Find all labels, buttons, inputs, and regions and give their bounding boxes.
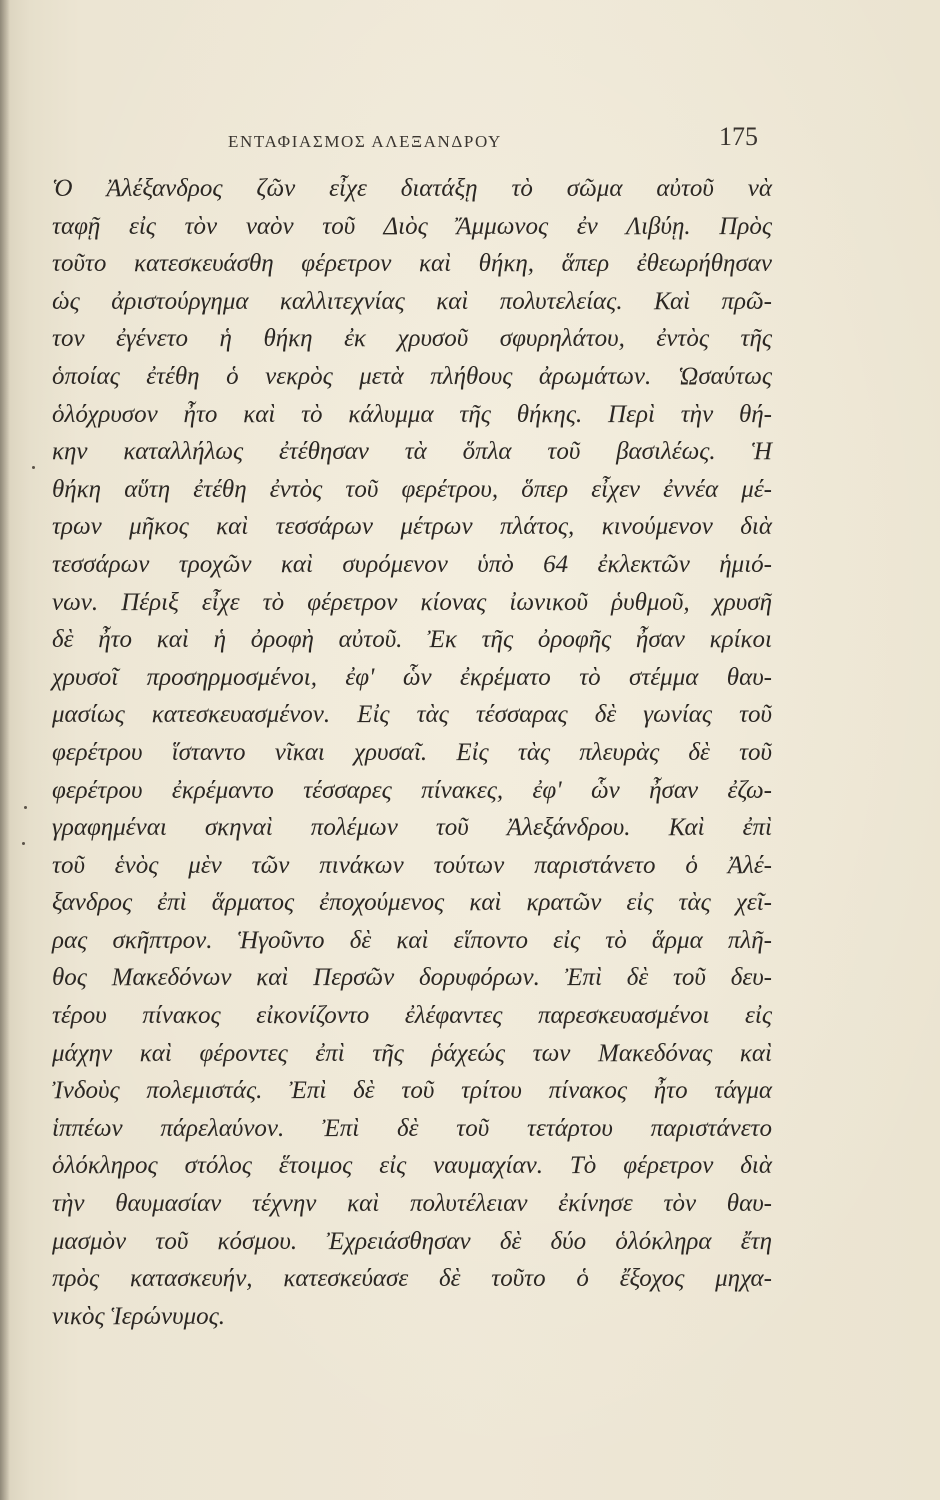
text-line: ὡς ἀριστούργημα καλλιτεχνίας καὶ πολυτελείας. Καὶ πρῶ- xyxy=(52,287,772,315)
text-line: ὁποίας ἐτέθη ὁ νεκρὸς μετὰ πλήθους ἀρωμάτων. Ὡσαύτως xyxy=(52,362,772,390)
text-line: χρυσοῖ προσηρμοσμένοι, ἐφ' ὧν ἐκρέματο τὸ στέμμα θαυ- xyxy=(52,663,772,691)
text-line: θος Μακεδόνων καὶ Περσῶν δορυφόρων. Ἐπὶ δὲ τοῦ δευ- xyxy=(52,964,772,992)
text-line: τοῦτο κατεσκευάσθη φέρετρον καὶ θήκη, ἅπερ ἐθεωρήθησαν xyxy=(52,250,772,278)
paper-speck xyxy=(32,466,35,469)
text-line: πρὸς κατασκευήν, κατεσκεύασε δὲ τοῦτο ὁ ἔξοχος μηχα- xyxy=(52,1265,772,1293)
text-line: μασίως κατεσκευασμένον. Εἰς τὰς τέσσαρας δὲ γωνίας τοῦ xyxy=(52,701,772,729)
paper-speck xyxy=(22,842,25,845)
page-gutter-shadow xyxy=(0,0,10,1500)
text-line: δὲ ἦτο καὶ ἡ ὀροφὴ αὐτοῦ. Ἐκ τῆς ὀροφῆς ἦσαν κρίκοι xyxy=(52,626,772,654)
text-line: τρων μῆκος καὶ τεσσάρων μέτρων πλάτος, κινούμενον διὰ xyxy=(52,513,772,541)
text-line: ὁλόκληρος στόλος ἕτοιμος εἰς ναυμαχίαν. Τὸ φέρετρον διὰ xyxy=(52,1152,772,1180)
text-line: ξανδρος ἐπὶ ἅρματος ἐποχούμενος καὶ κρατῶν εἰς τὰς χεῖ- xyxy=(52,889,772,917)
text-line: μασμὸν τοῦ κόσμου. Ἐχρειάσθησαν δὲ δύο ὁλόκληρα ἔτη xyxy=(52,1227,772,1255)
text-line: γραφημέναι σκηναὶ πολέμων τοῦ Ἀλεξάνδρου. Καὶ ἐπὶ xyxy=(52,814,772,842)
text-line: ρας σκῆπτρον. Ἡγοῦντο δὲ καὶ εἵποντο εἰς τὸ ἅρμα πλῆ- xyxy=(52,926,772,954)
running-head: ΕΝΤΑΦΙΑΣΜΟΣ ΑΛΕΞΑΝΔΡΟΥ xyxy=(228,132,502,151)
text-line: κην καταλλήλως ἐτέθησαν τὰ ὅπλα τοῦ βασιλέως. Ἡ xyxy=(52,438,772,466)
text-line: τὴν θαυμασίαν τέχνην καὶ πολυτέλειαν ἐκίνησε τὸν θαυ- xyxy=(52,1190,772,1218)
text-line: μάχην καὶ φέροντες ἐπὶ τῆς ῥάχεώς των Μακεδόνας καὶ xyxy=(52,1039,772,1067)
text-line: ταφῇ εἰς τὸν ναὸν τοῦ Διὸς Ἄμμωνος ἐν Λιβύῃ. Πρὸς xyxy=(52,212,772,240)
text-line: φερέτρου ἵσταντο νῖκαι χρυσαῖ. Εἰς τὰς πλευρὰς δὲ τοῦ xyxy=(52,738,772,766)
text-line: Ὁ Ἀλέξανδρος ζῶν εἶχε διατάξῃ τὸ σῶμα αὐτοῦ νὰ xyxy=(52,175,772,202)
paper-speck xyxy=(24,806,27,809)
text-line: νων. Πέριξ εἶχε τὸ φέρετρον κίονας ἰωνικοῦ ῥυθμοῦ, χρυσῆ xyxy=(52,588,772,616)
text-line: ἱππέων πάρελαύνον. Ἐπὶ δὲ τοῦ τετάρτου παριστάνετο xyxy=(52,1114,772,1142)
text-line: τοῦ ἑνὸς μὲν τῶν πινάκων τούτων παριστάνετο ὁ Ἀλέ- xyxy=(52,851,772,879)
text-line: τεσσάρων τροχῶν καὶ συρόμενον ὑπὸ 64 ἐκλεκτῶν ἡμιό- xyxy=(52,550,772,578)
page-header xyxy=(228,118,758,162)
text-line: Ἰνδοὺς πολεμιστάς. Ἐπὶ δὲ τοῦ τρίτου πίνακος ἦτο τάγμα xyxy=(52,1077,772,1105)
body-text xyxy=(52,170,772,1335)
text-line: τον ἐγένετο ἡ θήκη ἐκ χρυσοῦ σφυρηλάτου, ἐντὸς τῆς xyxy=(52,325,772,353)
page-number: 175 xyxy=(719,122,758,151)
text-line: νικὸς Ἱερώνυμος. xyxy=(52,1302,226,1330)
text-line: φερέτρου ἐκρέμαντο τέσσαρες πίνακες, ἐφ' ὧν ἦσαν ἐζω- xyxy=(52,776,772,804)
text-line: ὁλόχρυσον ἦτο καὶ τὸ κάλυμμα τῆς θήκης. Περὶ τὴν θή- xyxy=(52,400,772,428)
text-line: θήκη αὕτη ἐτέθη ἐντὸς τοῦ φερέτρου, ὅπερ εἶχεν ἐννέα μέ- xyxy=(52,475,772,503)
text-line: τέρου πίνακος εἰκονίζοντο ἐλέφαντες παρεσκευασμένοι εἰς xyxy=(52,1002,772,1030)
